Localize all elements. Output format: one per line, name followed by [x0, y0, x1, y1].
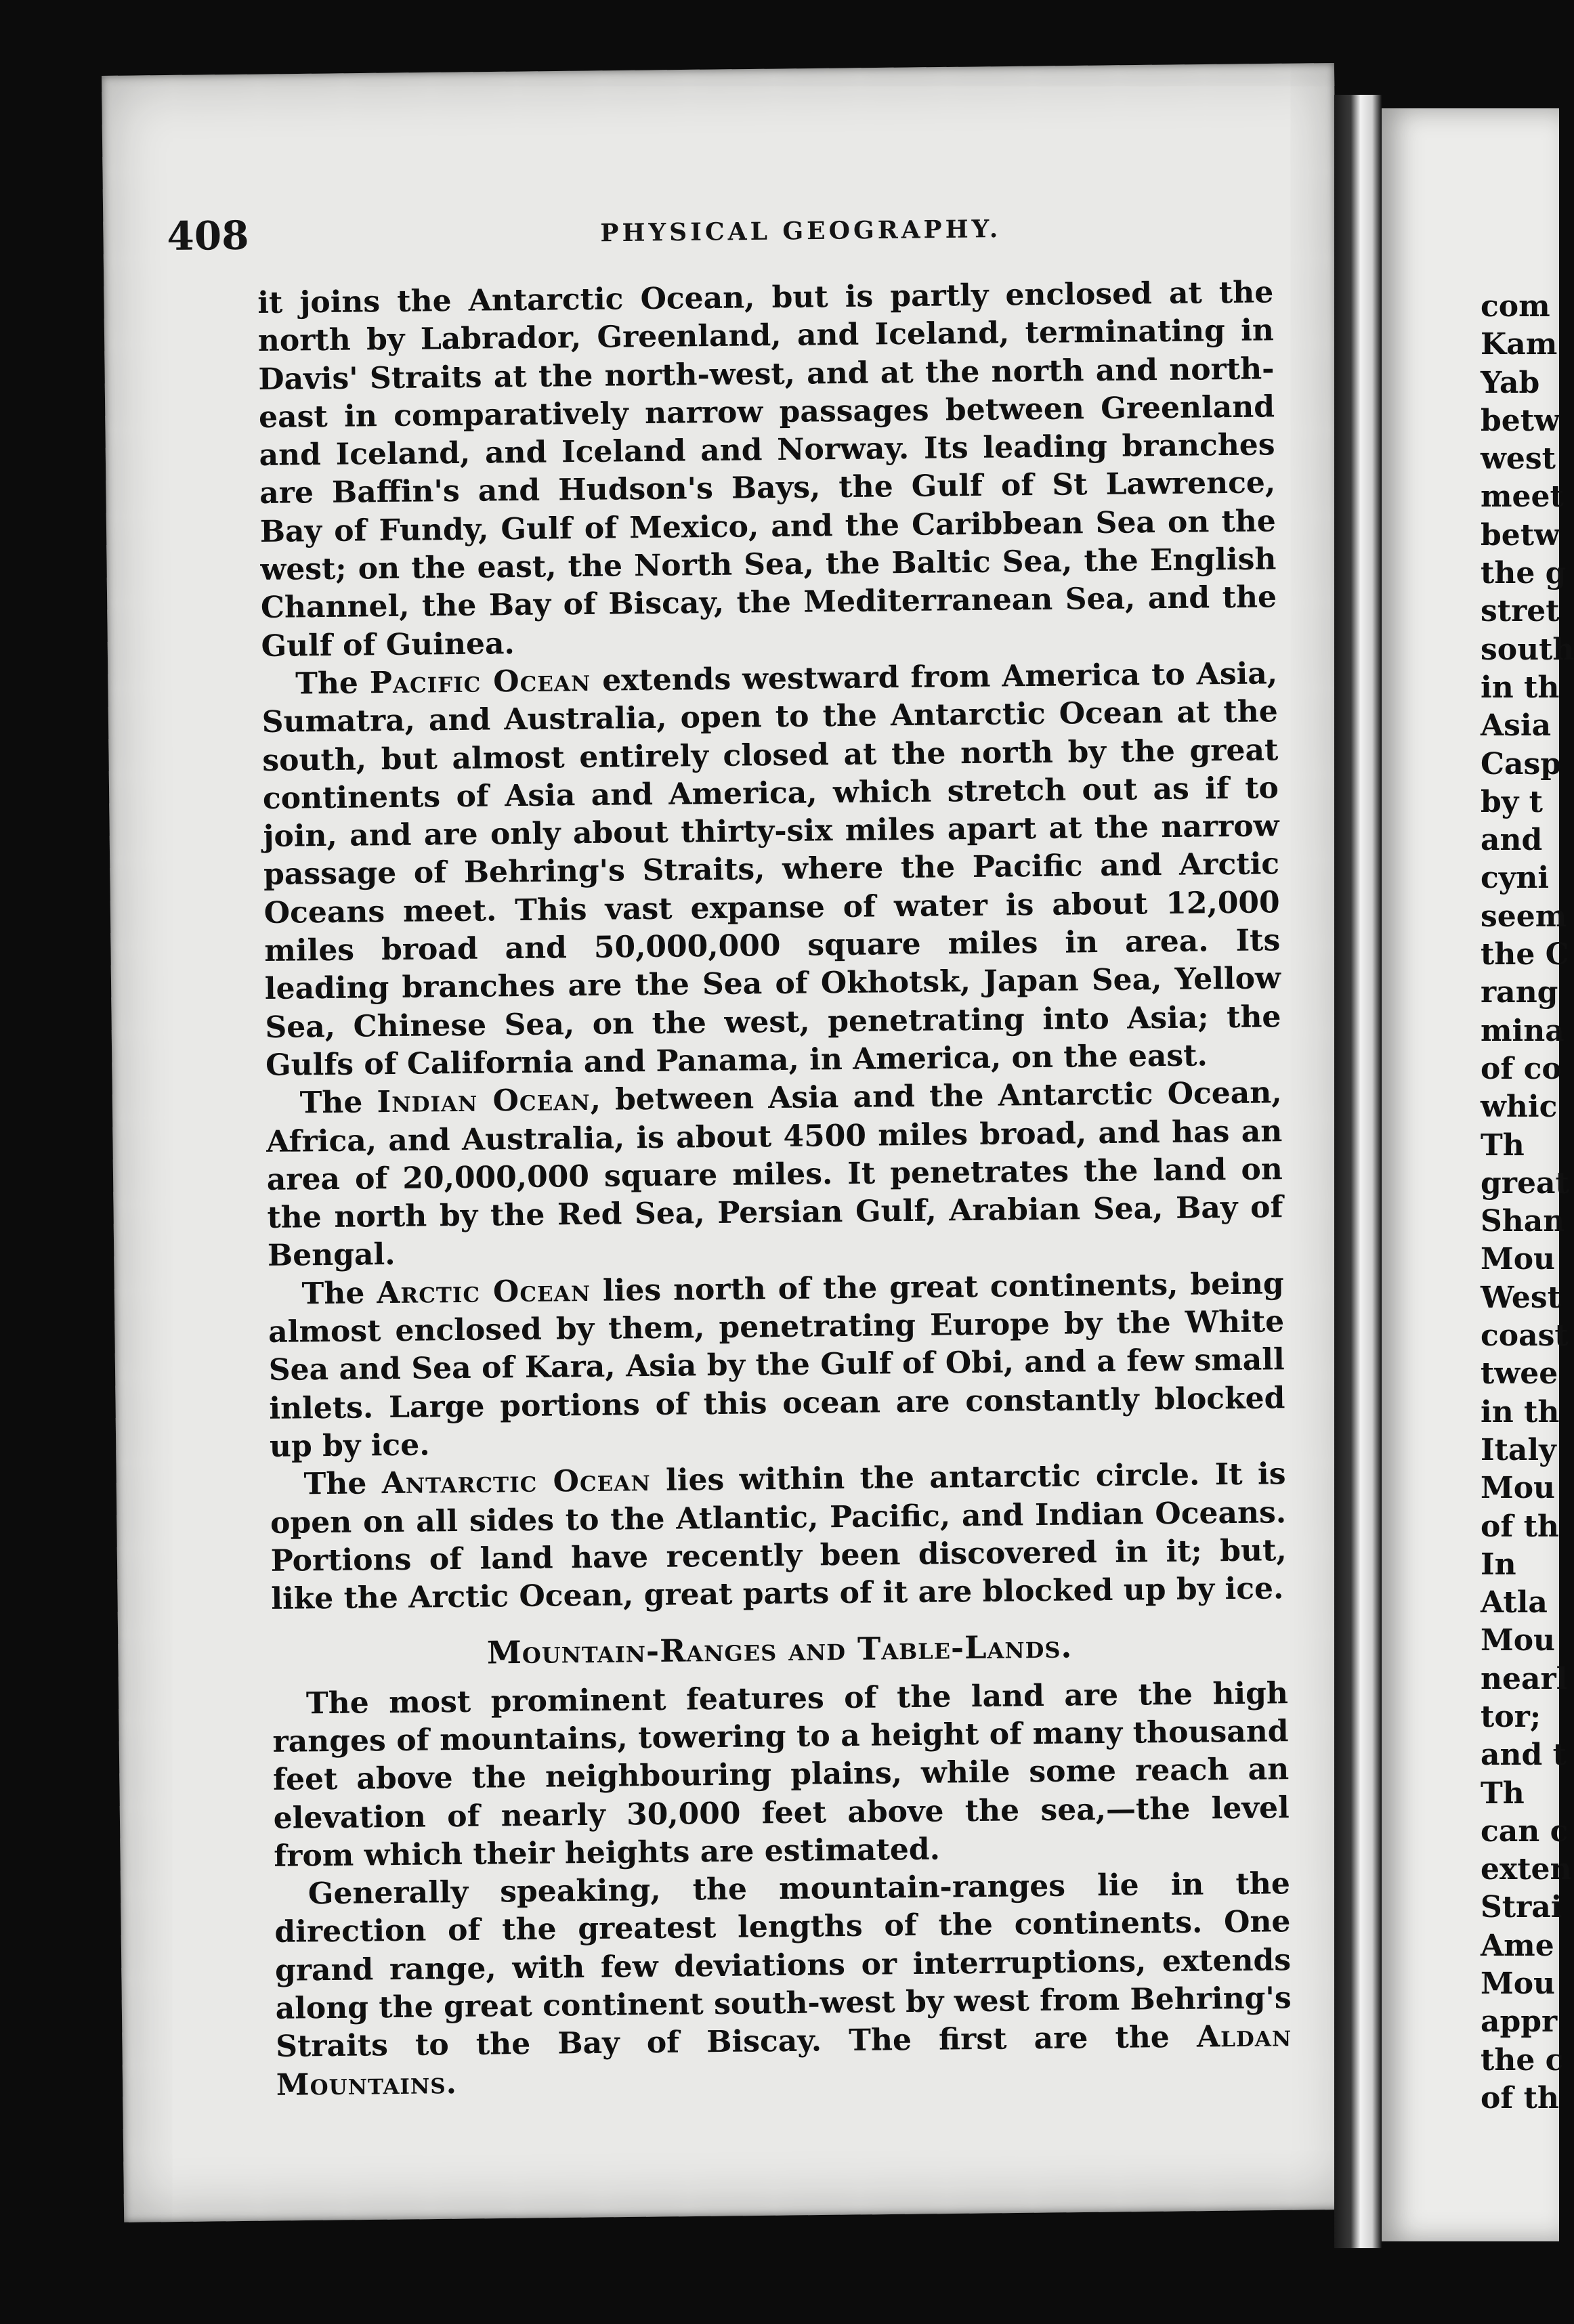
indian-ocean-term: Indian Ocean	[377, 1083, 591, 1120]
facing-line: Th	[1481, 1127, 1525, 1163]
facing-line: Mou	[1481, 1623, 1556, 1658]
paragraph-antarctic-ocean	[270, 1455, 1287, 1618]
facing-line: in th	[1481, 670, 1560, 705]
facing-line: of th	[1481, 1509, 1559, 1544]
pacific-ocean-term: Pacific Ocean	[369, 663, 591, 701]
facing-line: Mou	[1481, 1242, 1556, 1277]
facing-line: In	[1481, 1547, 1516, 1582]
facing-line: Shan	[1481, 1204, 1565, 1239]
facing-line: and	[1481, 823, 1543, 858]
body-text	[257, 274, 1292, 2105]
facing-line: stret	[1481, 594, 1560, 629]
facing-line: meet	[1481, 479, 1564, 515]
facing-line: can c	[1481, 1813, 1569, 1849]
facing-line: south	[1481, 632, 1574, 667]
facing-page-text	[1481, 288, 1574, 2117]
facing-line: coast	[1481, 1318, 1569, 1354]
pacific-lead: The	[295, 666, 370, 702]
facing-line: great	[1481, 1165, 1569, 1201]
section-heading: Mountain-Ranges and Table-Lands.	[486, 1628, 1073, 1671]
facing-line: Ame	[1481, 1928, 1554, 1963]
facing-line: of co	[1481, 1051, 1562, 1086]
indian-lead: The	[299, 1085, 377, 1121]
antarctic-ocean-term: Antarctic Ocean	[381, 1463, 651, 1501]
arctic-text: lies north of the great continents, being almost enclosed by them, penetrating Europe by the White Sea and Sea of Kara, Asia by the Gulf of Obi, and a few small inlets. Large portions of this ocean are constantly blocked up by ice.	[268, 1266, 1285, 1464]
facing-line: whic	[1481, 1090, 1558, 1125]
facing-line: Mou	[1481, 1966, 1556, 2002]
facing-line: betw	[1481, 403, 1560, 438]
facing-line: of th	[1481, 2080, 1559, 2115]
ranges-text: Generally speaking, the mountain-ranges lie in the direction of the greatest lengths of the continents. One grand range, with few deviations or interruptions, extends along the great continent south-west by west from Behring's Straits to the Bay of Biscay. The first are the	[274, 1866, 1292, 2065]
facing-line: the g	[1481, 556, 1567, 591]
facing-line: tor;	[1481, 1699, 1541, 1734]
facing-line: and t	[1481, 1738, 1567, 1773]
facing-line: rang	[1481, 975, 1558, 1010]
facing-line: cyni	[1481, 861, 1550, 896]
facing-line: Casp	[1481, 746, 1562, 781]
facing-line: West	[1481, 1280, 1561, 1315]
ranges-end: .	[446, 2065, 457, 2101]
facing-line: seem	[1481, 899, 1567, 934]
running-head	[166, 134, 1284, 259]
facing-line: the C	[1481, 937, 1569, 972]
facing-line: Th	[1481, 1776, 1525, 1811]
facing-line: Atla	[1481, 1585, 1548, 1620]
paragraph-pacific-ocean	[261, 655, 1281, 1085]
facing-line: mina	[1481, 1013, 1565, 1048]
facing-line: Italy	[1481, 1432, 1556, 1467]
facing-line: the c	[1481, 2042, 1564, 2078]
paragraph-indian-ocean	[265, 1074, 1283, 1275]
page-number: 408	[167, 212, 249, 259]
facing-line: nearl	[1481, 1661, 1568, 1696]
aldan-mountains-term: Aldan Mountains	[276, 2019, 1292, 2103]
facing-line: Asia	[1481, 708, 1552, 744]
indian-text: , between Asia and the Antarctic Ocean, Africa, and Australia, is about 4500 miles broad, and has an area of 20,000,000 square miles. It penetrates the land on the north by the Red Sea, Persian Gulf, Arabian Sea, Bay of Bengal.	[265, 1075, 1283, 1274]
page-header: PHYSICAL GEOGRAPHY.	[600, 215, 1002, 248]
paragraph-arctic-ocean	[268, 1265, 1285, 1466]
antarctic-lead: The	[303, 1466, 382, 1502]
facing-line: Mou	[1481, 1471, 1556, 1506]
facing-line: betw	[1481, 517, 1560, 553]
paragraph-atlantic-continued: it joins the Antarctic Ocean, but is partly enclosed at the north by Labrador, Greenland, and Iceland, terminating in Davis' Straits at the north-west, and at the north and north-east in comparatively narrow passages between Greenland and Iceland, and Iceland and Norway. Its leading branches are Baffin's and Hudson's Bays, the Gulf of St Lawrence, Bay of Fundy, Gulf of Mexico, and the Caribbean Sea on the west; on the east, the North Sea, the Baltic Sea, the English Channel, the Bay of Biscay, the Mediterranean Sea, and the Gulf of Guinea.	[257, 275, 1277, 664]
pacific-text: extends westward from America to Asia, Sumatra, and Australia, open to the Antarctic Ocean at the south, but almost entirely closed at the north by the great continents of Asia and America, which stretch out as if to join, and are only about thirty-six miles apart at the narrow passage of Behring's Straits, where the Pacific and Arctic Oceans meet. This vast expanse of water is about 12,000 miles broad and 50,000,000 square miles in area. Its leading branches are the Sea of Okhotsk, Japan Sea, Yellow Sea, Chinese Sea, on the west, penetrating into Asia; the Gulfs of California and Panama, in America, on the east.	[261, 656, 1281, 1083]
facing-line: west	[1481, 442, 1556, 477]
facing-line: by t	[1481, 784, 1543, 819]
facing-line: Yab	[1481, 365, 1540, 400]
facing-line: in th	[1481, 1394, 1560, 1429]
facing-line: twee	[1481, 1356, 1558, 1392]
arctic-ocean-term: Arctic Ocean	[376, 1273, 591, 1310]
facing-line: Strai	[1481, 1890, 1562, 1925]
book-gutter	[1334, 95, 1382, 2248]
facing-line: exten	[1481, 1852, 1572, 1887]
antarctic-text: lies within the antarctic circle. It is open on all sides to the Atlantic, Pacific, and Indian Oceans. Portions of land have recently been discovered in it; but, like the Arctic Ocean, great parts of it are blocked up by ice.	[270, 1457, 1287, 1616]
facing-line: com	[1481, 289, 1550, 324]
paragraph-mountain-ranges	[274, 1865, 1292, 2104]
paragraph-mountain-features: The most prominent features of the land are the high ranges of mountains, towering to a height of many thousand feet above the neighbouring plains, while some reach an elevation of nearly 30,000 feet above the sea,—the level from which their heights are estimated.	[272, 1675, 1290, 1874]
arctic-lead: The	[301, 1275, 377, 1312]
facing-line: Kam	[1481, 327, 1558, 362]
facing-line: appr	[1481, 2004, 1558, 2040]
